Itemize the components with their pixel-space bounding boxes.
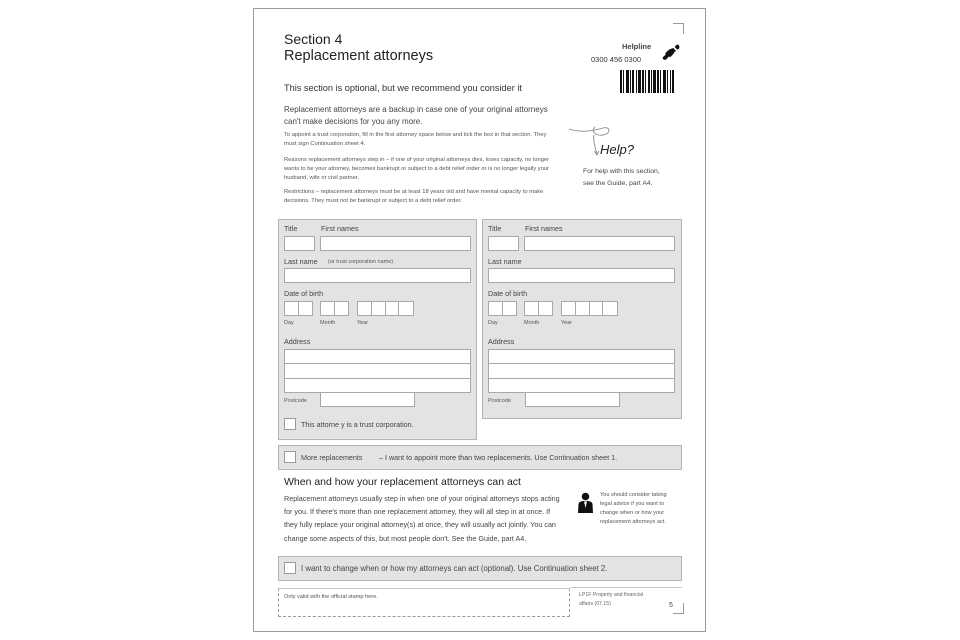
page-number: 5 xyxy=(669,602,673,609)
stamp-text: Only valid with the official stamp here. xyxy=(284,594,378,600)
dob-label: Date of birth xyxy=(284,289,324,298)
crop-mark-bottom-right xyxy=(673,603,684,614)
restrictions-note: Restrictions – replacement attorneys must be at least 18 years old and have mental capacity to make decisions. They must not be bankrupt or subject to a debt relief order. xyxy=(284,189,544,204)
trust-corporation-label: This attorne y is a trust corporation. xyxy=(301,420,414,429)
day-label: Day xyxy=(284,320,294,326)
dob-day-input[interactable] xyxy=(488,301,517,316)
intro-summary: Replacement attorneys are a backup in case one of your original attorneys can't make decisions for you any more. xyxy=(284,105,548,126)
title-input[interactable] xyxy=(488,236,519,251)
dob-year-input[interactable] xyxy=(561,301,618,316)
address-line-1-input[interactable] xyxy=(488,349,675,364)
replacement-attorney-1-panel xyxy=(278,219,477,440)
more-replacements-text: – I want to appoint more than two replacements. Use Continuation sheet 1. xyxy=(379,453,618,462)
help-text: For help with this section, see the Guide, part A4. xyxy=(583,168,660,187)
last-name-hint: (or trust corporation name) xyxy=(328,259,394,265)
last-name-input[interactable] xyxy=(284,268,471,283)
last-name-label: Last name xyxy=(488,257,522,266)
crop-mark-top-right xyxy=(673,23,684,34)
dob-month-input[interactable] xyxy=(320,301,349,316)
address-line-3-input[interactable] xyxy=(284,378,471,393)
address-line-2-input[interactable] xyxy=(284,363,471,379)
postcode-input[interactable] xyxy=(525,392,620,407)
last-name-label: Last name xyxy=(284,257,318,266)
day-label: Day xyxy=(488,320,498,326)
month-label: Month xyxy=(524,320,540,326)
first-names-input[interactable] xyxy=(524,236,675,251)
footer-divider xyxy=(570,587,682,588)
change-option-text: I want to change when or how my attorneys can act (optional). Use Continuation sheet 2. xyxy=(301,564,608,573)
optional-note: This section is optional, but we recommend you consider it xyxy=(284,83,522,93)
help-title: Help? xyxy=(600,142,634,157)
last-name-input[interactable] xyxy=(488,268,675,283)
more-replacements-label: More replacements xyxy=(301,453,363,462)
year-label: Year xyxy=(357,320,369,326)
first-names-label: First names xyxy=(525,224,563,233)
when-how-text: Replacement attorneys usually step in when one of your original attorneys stops acting for you. If there's more than one replacement attorney, they will all step in at once. If they fully replace your original attorney(s) at once, they will usually act jointly. You can change some aspects of this, but most people don't. See the Guide, part A4. xyxy=(284,494,560,543)
barcode-bar xyxy=(674,70,675,93)
barcode xyxy=(620,70,676,93)
more-replacements-row xyxy=(278,445,682,470)
postcode-label: Postcode xyxy=(284,398,307,404)
dob-day-input[interactable] xyxy=(284,301,313,316)
address-line-3-input[interactable] xyxy=(488,378,675,393)
when-how-title: When and how your replacement attorneys can act xyxy=(284,476,521,488)
form-reference: LP1F Property and financial affairs (07.15) xyxy=(579,592,644,607)
change-option-row xyxy=(278,556,682,581)
trust-note: To appoint a trust corporation, fill in the first attorney space below and tick the box in that section. They must sign Continuation sheet 4. xyxy=(284,132,547,147)
first-names-label: First names xyxy=(321,224,359,233)
change-option-checkbox[interactable] xyxy=(284,562,296,574)
year-label: Year xyxy=(561,320,573,326)
trust-corporation-checkbox[interactable] xyxy=(284,418,296,430)
address-line-2-input[interactable] xyxy=(488,363,675,379)
first-names-input[interactable] xyxy=(320,236,471,251)
postcode-label: Postcode xyxy=(488,398,511,404)
helpline-number: 0300 456 0300 xyxy=(591,55,642,64)
lawyer-icon xyxy=(577,492,594,514)
dob-month-input[interactable] xyxy=(524,301,553,316)
phone-icon xyxy=(660,42,682,64)
section-title: Replacement attorneys xyxy=(284,48,434,64)
dob-year-input[interactable] xyxy=(357,301,414,316)
reasons-note: Reasons replacement attorneys step in – if one of your original attorneys dies, loses capacity, no longer wants to be your attorney, becomes bankrupt or subject to a debt relief order or is no longer legally your husband, wife or civil partner. xyxy=(284,157,550,181)
official-stamp-box xyxy=(278,588,570,617)
helpline-label: Helpline xyxy=(622,42,652,51)
title-label: Title xyxy=(488,224,502,233)
postcode-input[interactable] xyxy=(320,392,415,407)
address-line-1-input[interactable] xyxy=(284,349,471,364)
title-input[interactable] xyxy=(284,236,315,251)
title-label: Title xyxy=(284,224,298,233)
dob-label: Date of birth xyxy=(488,289,528,298)
section-number: Section 4 xyxy=(284,31,343,47)
address-label: Address xyxy=(488,337,515,346)
address-label: Address xyxy=(284,337,311,346)
legal-advice-note: You should consider taking legal advice if you want to change when or how your replacement attorneys act. xyxy=(600,492,667,525)
replacement-attorney-2-panel xyxy=(482,219,682,419)
month-label: Month xyxy=(320,320,336,326)
more-replacements-checkbox[interactable] xyxy=(284,451,296,463)
